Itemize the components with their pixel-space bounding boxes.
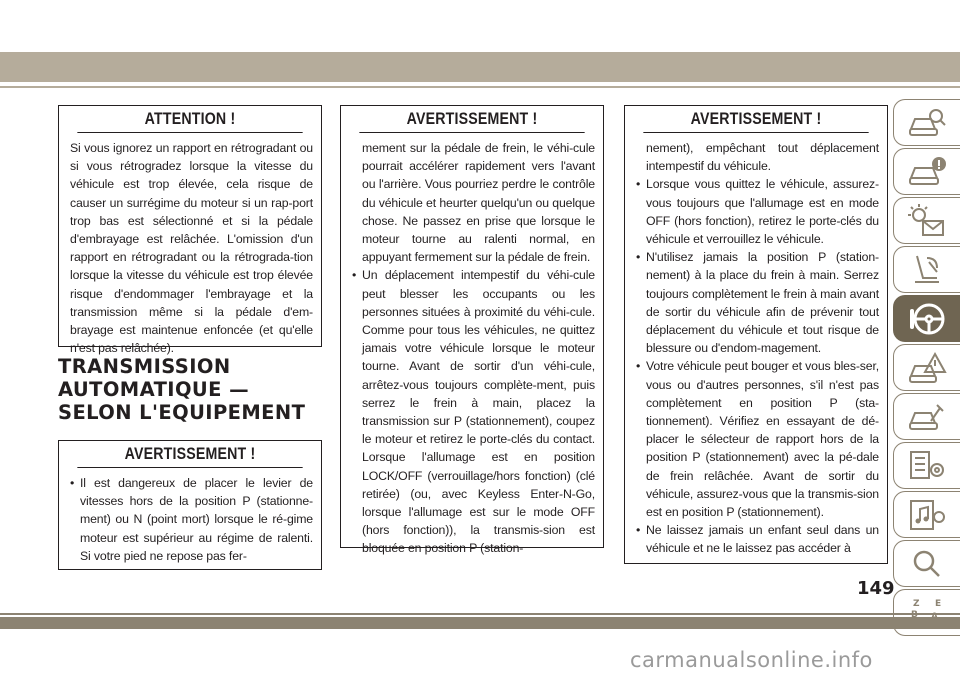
svg-text:Z: Z bbox=[913, 598, 920, 609]
attention-text: Si vous ignorez un rapport en rétrogradant ou si vous rétrogradez lorsque la vitesse du véhicule est trop élevée, cela risque de causer un surrégime du moteur si un rap-port trop bas est sélectionné et si la pédale d'embrayage est relâchée. L'omission d'un rapport en rétrogradant ou la rétrograda-tion lorsque la vitesse du véhicule est trop élevée risque d'endommager l'embrayage et la transmission même si la pédale d'em-brayage est maintenue enfoncée (et qu'elle n'est pas relâchée). bbox=[70, 141, 313, 356]
svg-text:E: E bbox=[935, 598, 942, 609]
bullet-item: • Lorsque vous quittez le véhicule, assurez-vous toujours que l'allumage est en mode OFF (hors fonction), retirez le porte-clés du véhicule et verrouillez le véhicule. bbox=[636, 175, 879, 248]
bullet-dot: • bbox=[636, 177, 641, 192]
attention-title: ATTENTION ! bbox=[77, 106, 302, 133]
page-number: 149 bbox=[857, 578, 895, 599]
tab-starting-operating[interactable] bbox=[893, 295, 960, 342]
tab-servicing[interactable] bbox=[893, 393, 960, 440]
warning-lights-message-icon bbox=[907, 203, 947, 239]
section-heading: TRANSMISSION AUTOMATIQUE — SELON L'EQUIPEMENT bbox=[58, 355, 306, 424]
car-wrench-icon bbox=[907, 399, 947, 435]
bullet-dot: • bbox=[636, 250, 641, 265]
chapter-tabs bbox=[893, 99, 960, 638]
tab-emergency[interactable] bbox=[893, 344, 960, 391]
multimedia-music-icon bbox=[907, 497, 947, 533]
tab-search[interactable] bbox=[893, 540, 960, 587]
warning-box-3-body: nement), empêchant tout déplacement intempestif du véhicule. • Lorsque vous quittez le véhicule, assurez-vous toujours que l'allumage est en mode OFF (hors fonction), retirez le porte-clés du véhicule et verrouillez le véhicule. • N'utilisez jamais la position P (station-nement) à la place du frein à main. Serrez toujours complètement le frein à main avant de sortir du véhicule afin de prévenir tout déplacement du véhicule et tout risque de blessure ou d'endom-magement. • Votre véhicule peut bouger et vous bles-ser, vous ou d'autres personnes, s'il n'est pas complètement en position P (sta-tionnement). Vérifiez en essayant de dé-placer le sélecteur de rapport hors de la position P (stationnement) avec la pé-dale de frein relâchée. Avant de sortir du véhicule, assurez-vous que la transmis-sion est en position P (stationnement). • Ne laissez jamais un enfant seul dans un véhicule et ne le laissez pas accéder à bbox=[625, 133, 887, 564]
attention-box bbox=[58, 105, 322, 356]
specifications-gear-icon bbox=[907, 448, 947, 484]
tab-multimedia[interactable] bbox=[893, 491, 960, 538]
bullet-item: • Un déplacement intempestif du véhi-cule peut blesser les occupants ou les personnes situées à proximité du véhi-cule. Comme pour tous les véhicules, ne quittez jamais votre véhicule lorsque le moteur tourne. Avant de sortir d'un véhi-cule, arrêtez-vous toujours complète-ment, puis serrez le frein à main, placez la transmission sur P (stationnement), coupez le moteur et retirez le porte-clés du contact. Lorsque l'allumage est en position LOCK/OFF (verrouillage/hors fonction) (clé retirée) (ou, avec Keyless Enter-N-Go, lorsque l'allumage est sur le mode OFF (hors fonction)), la transmis-sion est bloquée en position P (station- bbox=[352, 266, 595, 557]
car-hazard-icon bbox=[907, 350, 947, 386]
bullet-item: • N'utilisez jamais la position P (station-nement) à la place du frein à main. Serrez toujours complètement le frein à main avant de sortir du véhicule afin de prévenir tout déplacement du véhicule et tout risque de blessure ou d'endom-magement. bbox=[636, 248, 879, 357]
warning-box-2-body: mement sur la pédale de frein, le véhi-cule pourrait accélérer rapidement vers l'avant ou l'arrière. Vous pourriez perdre le contrôle du véhicule et heurter quelqu'un ou quelque chose. Ne passez en prise que lorsque le moteur tourne au ralenti normal, en appuyant fermement sur la pédale de frein. • Un déplacement intempestif du véhi-cule peut blesser les occupants ou les personnes situées à proximité du véhi-cule. Comme pour tous les véhicules, ne quittez jamais votre véhicule lorsque le moteur tourne. Avant de sortir d'un véhi-cule, arrêtez-vous toujours complète-ment, puis serrez le frein à main, placez la transmission sur P (stationnement), coupez le moteur et retirez le porte-clés du contact. Lorsque l'allumage est en position LOCK/OFF (verrouillage/hors fonction) (clé retirée) (ou, avec Keyless Enter-N-Go, lorsque l'allumage est sur le mode OFF (hors fonction)), la transmis-sion est bloquée en position P (station- bbox=[341, 133, 603, 564]
bullet-dot: • bbox=[636, 359, 641, 374]
bullet-item: • Il est dangereux de placer le levier de vitesses hors de la position P (stationne-ment) ou N (point mort) lorsque le ré-gime moteur est supérieur au régime de ralenti. Si votre pied ne repose pas fer- bbox=[70, 474, 313, 565]
seat-airbag-icon bbox=[907, 252, 947, 288]
bottom-band bbox=[0, 617, 960, 629]
bullet-item: • Ne laissez jamais un enfant seul dans un véhicule et ne le laissez pas accéder à bbox=[636, 521, 879, 557]
warning-box-3 bbox=[624, 105, 888, 564]
tab-safety[interactable] bbox=[893, 246, 960, 293]
car-info-icon bbox=[907, 154, 947, 190]
search-index-icon bbox=[907, 546, 947, 582]
top-band-line bbox=[0, 86, 960, 88]
bullet-item: • Votre véhicule peut bouger et vous bles-ser, vous ou d'autres personnes, s'il n'est pas complètement en position P (sta-tionnement). Vérifiez en essayant de dé-placer le sélecteur de rapport hors de la position P (stationnement) avec la pé-dale de frein relâchée. Avant de sortir du véhicule, assurez-vous que la transmis-sion est en position P (stationnement). bbox=[636, 357, 879, 521]
bottom-band-line bbox=[0, 613, 960, 615]
watermark: carmanualsonline.info bbox=[630, 648, 873, 672]
car-magnifier-icon bbox=[907, 105, 947, 141]
tab-warning-lights[interactable] bbox=[893, 197, 960, 244]
tab-car-inspection[interactable] bbox=[893, 99, 960, 146]
warning-box-2-title: AVERTISSEMENT ! bbox=[359, 106, 584, 133]
warning-box-1-title: AVERTISSEMENT ! bbox=[77, 441, 302, 468]
bullet-dot: • bbox=[352, 268, 357, 283]
bullet-dot: • bbox=[636, 523, 641, 538]
warning-box-1 bbox=[58, 440, 322, 570]
tab-specifications[interactable] bbox=[893, 442, 960, 489]
warning-box-1-body bbox=[59, 468, 321, 571]
bullet-dot: • bbox=[70, 476, 75, 490]
top-band bbox=[0, 52, 960, 82]
warning-box-2 bbox=[340, 105, 604, 556]
steering-wheel-icon bbox=[907, 301, 947, 337]
warning-box-3-title: AVERTISSEMENT ! bbox=[643, 106, 868, 133]
tab-car-info[interactable] bbox=[893, 148, 960, 195]
